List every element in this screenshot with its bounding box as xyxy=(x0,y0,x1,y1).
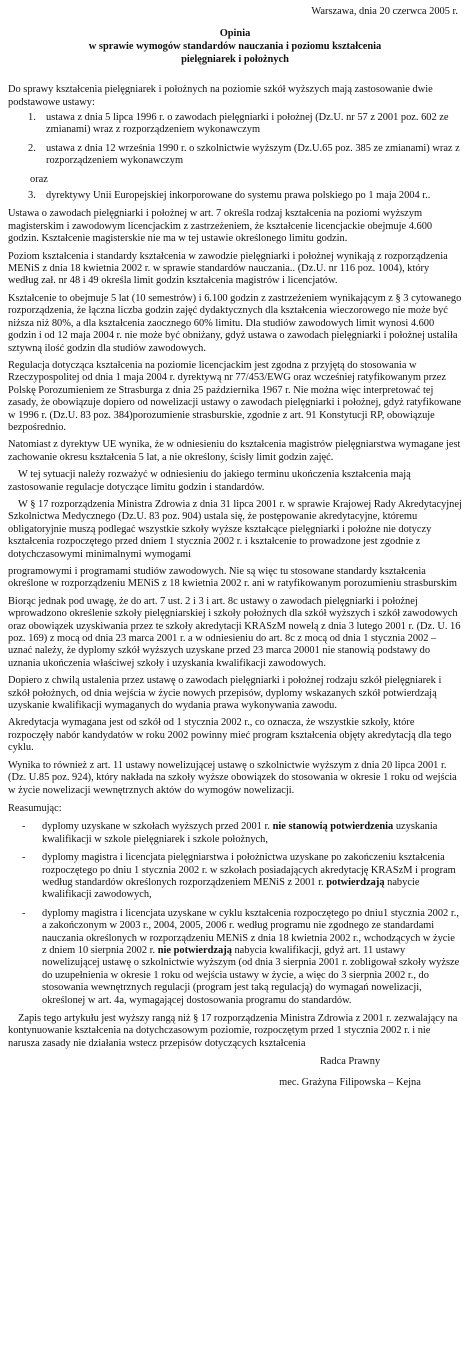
law-text: dyrektywy Unii Europejskiej inkorporowane do systemu prawa polskiego po 1 maja 2004 r.. xyxy=(46,190,431,202)
conclusion-text-pre: dyplomy magistra i licencjata pielęgniarstwa i położnictwa uzyskane po zakończeniu kształcenia rozpoczętego po dniu 1 stycznia 2002 r. w szkołach posiadających akredytację KRASzM i program według standardów określonych rozporządzeniem MENiS z 2001 r. xyxy=(42,852,456,888)
signature-role: Radca Prawny xyxy=(319,1056,381,1068)
body-paragraph: Kształcenie to obejmuje 5 lat (10 semestrów) i 6.100 godzin z zastrzeżeniem wynikającym z § 3 cytowanego rozporządzenia, że łączna liczba godzin zajęć dydaktycznych dla kształcenia wieczorowego nie może być niższa niż 80%, a dla kształcenia zaocznego 60% limitu. Dla studiów zawodowych limit wynosi 4.600 godzin i od 12 maja 2004 r. nie może być obniżany, gdyż ustawa o zawodach pielęgniarki i położnej ustaliła sztywną ilość godzin dla studiów zawodowych. xyxy=(8,292,462,354)
oraz-connector: oraz xyxy=(30,173,48,185)
dash-marker: - xyxy=(22,852,26,864)
title-line-1: Opinia xyxy=(219,28,251,40)
conclusion-text-post: nabycia kwalifikacji, gdyż art. 11 ustawy nowelizującej ustawę o szkolnictwie wyższym (od dnia 3 sierpnia 2001 r. zobligował szkoły wyższe do uzupełnienia w okresie 1 roku od wejścia ustawy w życie, a więc do 3 sierpnia 2002 r., do stosowania wewnętrznych regulacji (program jest taką regulacją) do wymagań nowelizacji, określonej w art. 4a, wymagającej dostosowania programu do standardów. xyxy=(42,944,460,1006)
conclusion-text-pre: dyplomy uzyskane w szkołach wyższych przed 2001 r. xyxy=(42,821,273,833)
laws-list xyxy=(8,112,462,168)
conclusion-item xyxy=(8,821,462,846)
title-line-3: pielęgniarek i położnych xyxy=(181,53,289,65)
conclusion-text-pre: dyplomy magistra i licencjata uzyskane w cyklu kształcenia rozpoczętego po dniu1 stycznia 2002 r., a zakończonym w 2003 r., 2004, 2005, 2006 r. według programu nie zgodnego ze standardami nauczania określonych w rozporządzeniu MENiS z dnia 18 kwietnia 2002 r., wchodzących w życie z dniem 10 sierpnia 2002 r. xyxy=(42,907,459,956)
date-line: Warszawa, dnia 20 czerwca 2005 r. xyxy=(311,6,458,17)
body-paragraph: W tej sytuacji należy rozważyć w odniesieniu do jakiego terminu ukończenia kształcenia mają zastosowanie regulacje dotyczące limitu godzin i standardów. xyxy=(8,469,411,493)
conclusions-list xyxy=(8,821,462,1007)
body-paragraph: Natomiast z dyrektyw UE wynika, że w odniesieniu do kształcenia magistrów pielęgniarstwa wymagane jest zachowanie okresu kształcenia 5 lat, a nie określony, ścisły limit godzin zajęć. xyxy=(8,439,461,463)
law-item xyxy=(8,112,462,137)
title-line-2: w sprawie wymogów standardów nauczania i poziomu kształcenia xyxy=(88,41,382,52)
closing-paragraph: Zapis tego artykułu jest wyższy rangą niż § 17 rozporządzenia Ministra Zdrowia z 2001 r. zezwalający na kontynuowanie kształcenia na dotychczasowym poziomie, rozpoczętym przed 1 stycznia 2002 r. i nie narusza zasady nie działania wstecz przepisów dotyczących kształcenia xyxy=(8,1013,458,1049)
body-paragraph: Biorąc jednak pod uwagę, że do art. 7 ust. 2 i 3 i art. 8c ustawy o zawodach pielęgniarki i położnej wprowadzono określenie szkoły pielęgniarskiej i szkoły położnych dla szkół wyższych i szkół zawodowych oraz obowiązek uzyskiwania przez te szkoły akredytacji KRASzM nowelą z dnia 3 lutego 2001 r. (Dz. U. 16 poz. 169) z mocą od dnia 23 marca 2001 r. a w odniesieniu do art. 8c z mocą od dnia 1 stycznia 2002 – uznać należy, że dyplomy szkół wyższych uzyskane przed 23 marca 20001 nie stanowią podstawy do uznania ukończenia właściwej szkoły i uzyskania kwalifikacji zawodowych. xyxy=(8,595,461,669)
intro-paragraph: Do sprawy kształcenia pielęgniarek i położnych na poziomie szkół wyższych mają zastosowanie dwie podstawowe ustawy: xyxy=(8,84,433,108)
body-paragraph: Akredytacja wymagana jest od szkół od 1 stycznia 2002 r., co oznacza, że wszystkie szkoły, które rozpoczęły nabór kandydatów w roku 2002 powinny mieć program kształcenia objęty akredytacją dla tego cyklu. xyxy=(8,717,452,754)
law-number: 2. xyxy=(28,142,36,154)
laws-list-extra xyxy=(8,190,462,202)
law-item xyxy=(8,190,462,202)
conclusion-text-post: uzyskania kwalifikacji w szkole pielęgniarek i szkole położnych, xyxy=(42,821,438,845)
law-text: ustawa z dnia 5 lipca 1996 r. o zawodach pielęgniarki i położnej (Dz.U. nr 57 z 2001 poz. 602 ze zmianami) wraz z rozporządzeniem wykonawczym xyxy=(46,112,449,136)
body-paragraph: W § 17 rozporządzenia Ministra Zdrowia z dnia 31 lipca 2001 r. w sprawie Krajowej Rady Akredytacyjnej Szkolnictwa Medycznego (Dz.U. 83 poz. 904) ustala się, że postępowanie akredytacyjne, któremu obligatoryjnie muszą podlegać wszystkie szkoły wyższe kształcące pielęgniarki i położne nie dotyczy kształcenia rozpoczętego przed dniem 1 stycznia 2002 r. i kształcenie to prowadzone jest zgodnie z dotychczasowymi minimalnymi wymogami xyxy=(8,498,462,560)
law-item xyxy=(8,143,462,168)
conclusion-text-bold: nie stanowią potwierdzenia xyxy=(272,821,394,833)
law-number: 1. xyxy=(28,112,36,123)
conclusion-text-bold: nie potwierdzają xyxy=(157,944,232,956)
conclusion-text-post: nabycie kwalifikacji zawodowych, xyxy=(42,876,420,901)
body-paragraph: Ustawa o zawodach pielęgniarki i położnej w art. 7 określa rodzaj kształcenia na poziomi wyższym magisterskim i zawodowym licencjackim z zastrzeżeniem, że kształcenie licencjackie obejmuje 4.600 godzin. Kształcenie magisterskie nie ma w tej ustawie określonego limitu godzin. xyxy=(8,208,433,245)
conclusion-item xyxy=(8,852,462,902)
body-paragraph: programowymi i programami studiów zawodowych. Nie są więc tu stosowane standardy kształcenia określone w rozporządzeniu MENiS z 18 kwietnia 2002 r. ani w ratyfikowanym porozumieniu strasburskim xyxy=(8,566,458,590)
signature-block xyxy=(8,1056,462,1089)
dash-marker: - xyxy=(22,907,26,919)
body-paragraph: Wynika to również z art. 11 ustawy nowelizującej ustawę o szkolnictwie wyższym z dnia 20 lipca 2001 r. (Dz. U.85 poz. 924), który nakłada na szkoły wyższe obowiązek do stosowania w okresie 1 roku od wejścia w życie nowelizacji wewnętrznych aktów do wymogów nowelizacji. xyxy=(8,759,457,796)
body-paragraph: Dopiero z chwilą ustalenia przez ustawę o zawodach pielęgniarki i położnej rodzaju szkół pielęgniarek i szkół położnych, od dnia wejścia w życie nowych przepisów, dyplomy wskazanych szkół potwierdzają uzyskanie kwalifikacji wymaganych do wydania prawa wykonywania zawodu. xyxy=(8,675,442,712)
conclusion-item xyxy=(8,908,462,1007)
law-number: 3. xyxy=(28,190,36,202)
body-paragraph: Poziom kształcenia i standardy kształcenia w zawodzie pielęgniarki i położnej wynikają z rozporządzenia MENiS z dnia 18 kwietnia 2002 r. w sprawie standardów nauczania.. (Dz.U. nr 116 poz. 1004), który według zał. nr 48 i 49 określa limit godzin kształcenia magistrów i licencjatów. xyxy=(8,250,448,287)
body-paragraph: Regulacja dotycząca kształcenia na poziomie licencjackim jest zgodna z przyjętą do stosowania w Rzeczypospolitej od dnia 1 maja 2004 r. dyrektywą nr 77/453/EWG oraz wcześniej ratyfikowanym przez Polskę Porozumieniem ze Strasburga z dnia 25 października 1967 r. Nie można więc interpretować tej zasady, że obowiązuje dopiero od nowelizacji ustawy o zawodach pielęgniarki i położnej, gdyż ratyfikowane w 1996 r. (Dz.U. 83 poz. 384)porozumienie strasburskie, zgodnie z art. 91 Konstytucji RP, obowiązuje bezpośrednio. xyxy=(8,359,462,433)
dash-marker: - xyxy=(22,821,26,833)
reasumujac-heading: Reasumując: xyxy=(8,802,62,814)
signature-name: mec. Grażyna Filipowska – Kejna xyxy=(279,1076,421,1088)
conclusion-text-bold: potwierdzają xyxy=(326,876,385,888)
document-title xyxy=(8,28,462,66)
law-text: ustawa z dnia 12 września 1990 r. o szkolnictwie wyższym (Dz.U.65 poz. 385 ze zmianami) wraz z rozporządzeniem wykonawczym xyxy=(46,142,460,167)
